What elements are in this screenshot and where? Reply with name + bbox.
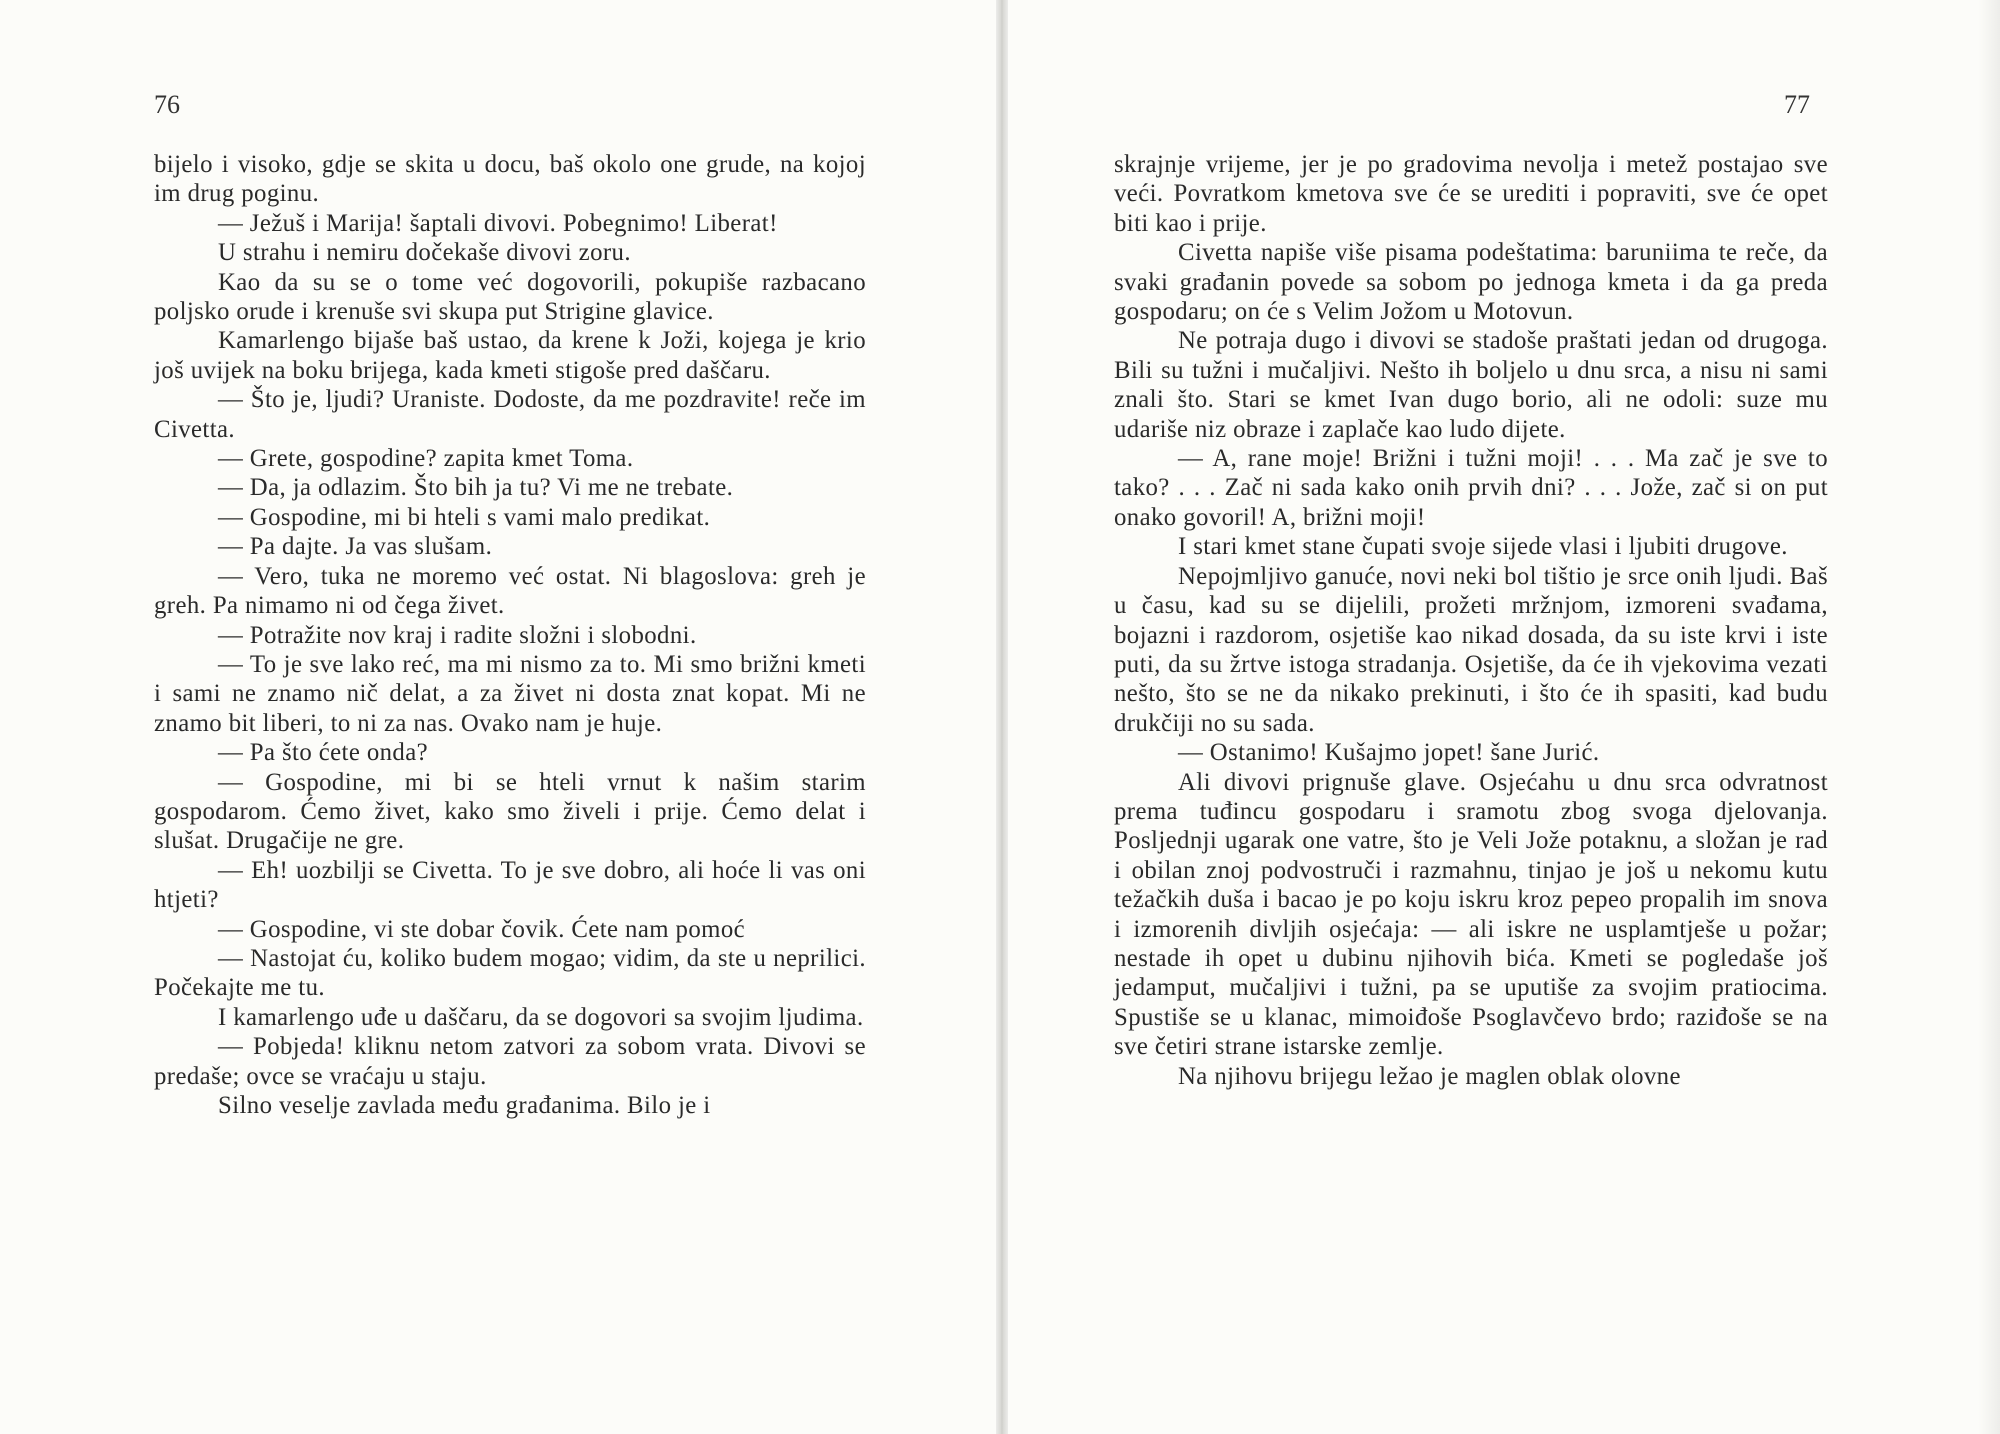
paragraph: Kamarlengo bijaše baš ustao, da krene k Joži, kojega je krio još uvijek na boku brijega, kada kmeti stigoše pred daščaru. bbox=[154, 327, 866, 384]
page-text bbox=[1114, 150, 1828, 1091]
paragraph: Silno veselje zavlada među građanima. Bilo je i bbox=[218, 1092, 711, 1119]
paragraph: — Grete, gospodine? zapita kmet Toma. bbox=[218, 445, 634, 473]
paragraph: — Gospodine, vi ste dobar čovik. Ćete nam pomoć bbox=[218, 915, 746, 943]
paragraph: Kao da su se o tome već dogovorili, pokupiše razbacano poljsko orude i krenuše svi skupa put Strigine glavice. bbox=[154, 268, 866, 326]
paragraph: — Ježuš i Marija! šaptali divovi. Pobegnimo! Liberat! bbox=[218, 209, 778, 237]
paragraph: — Pobjeda! kliknu netom zatvori za sobom vrata. Divovi se predaše; ovce se vraćaju u staju. bbox=[154, 1033, 866, 1090]
page-number: 77 bbox=[1784, 90, 1810, 119]
paragraph: Nepojmljivo ganuće, novi neki bol tištio je srce onih ljudi. Baš u času, kad su se dijelili, prožeti mržnjom, izmoreni svađama, bojazni i razdorom, osjetiše kao nikad dosada, da su iste krvi i iste puti, da su žrtve istoga stradanja. Osjetiše, da će ih vjekovima vezati nešto, što se ne da nikako prekinuti, i što će ih spasiti, kad budu drukčiji no su sada. bbox=[1114, 562, 1828, 737]
paragraph: Civetta napiše više pisama podeštatima: baruniima te reče, da svaki građanin povede sa sobom po jednoga kmeta i da ga preda gospodaru; on će s Velim Jožom u Motovun. bbox=[1114, 239, 1828, 326]
paragraph: Ne potraja dugo i divovi se stadoše praštati jedan od drugoga. Bili su tužni i mučaljivi. Nešto ih boljelo u dnu srca, a nisu ni sami znali što. Stari se kmet Ivan dugo borio, ali ne odoli: suze mu udariše niz obraze i zaplače kao ludo dijete. bbox=[1114, 327, 1828, 443]
paragraph: — Pa dajte. Ja vas slušam. bbox=[218, 533, 493, 561]
paragraph: — Potražite nov kraj i radite složni i slobodni. bbox=[218, 621, 697, 649]
paragraph: I stari kmet stane čupati svoje sijede vlasi i ljubiti drugove. bbox=[1178, 533, 1788, 561]
paragraph: — Da, ja odlazim. Što bih ja tu? Vi me ne trebate. bbox=[218, 474, 734, 502]
paragraph: — Što je, ljudi? Uraniste. Dodoste, da me pozdravite! reče im Civetta. bbox=[154, 386, 866, 443]
paragraph: I kamarlengo uđe u daščaru, da se dogovori sa svojim ljudima. bbox=[218, 1003, 864, 1031]
paragraph: Ali divovi prignuše glave. Osjećahu u dnu srca odvratnost prema tuđincu gospodaru i sramotu zbog svoga djelovanja. Posljednji ugarak one vatre, što je Veli Jože potaknu, a složan je rad i obilan znoj podvostruči i razmahnu, tinjao je još u nekomu kutu težačkih duša i bacao je po koju iskru kroz pepeo propalih im snova i izmorenih divljih osjećaja: — ali iskre ne usplamtješe u požar; nestade ih opet u dubinu njihovih bića. Kmeti se pogledaše još jedamput, mučaljivi i tužni, pa se uputiše za svojim pratiocima. Spustiše se u klanac, mimoiđoše Psoglavčevo brdo; raziđoše se na sve četiri strane istarske zemlje. bbox=[1114, 768, 1828, 1061]
paragraph: — Vero, tuka ne moremo već ostat. Ni blagoslova: greh je greh. Pa nimamo ni od čega živet. bbox=[154, 562, 866, 620]
paragraph: bijelo i visoko, gdje se skita u docu, baš okolo one grude, na kojoj im drug poginu. bbox=[154, 151, 866, 208]
paragraph: U strahu i nemiru dočekaše divovi zoru. bbox=[218, 239, 631, 267]
paragraph: — Eh! uozbilji se Civetta. To je sve dobro, ali hoće li vas oni htjeti? bbox=[154, 856, 866, 914]
page-text bbox=[154, 150, 866, 1120]
page-number: 76 bbox=[154, 90, 180, 119]
paragraph: — Gospodine, mi bi se hteli vrnut k našim starim gospodarom. Ćemo živet, kako smo živeli i prije. Ćemo delat i slušat. Drugačije ne gre. bbox=[154, 768, 866, 855]
book-gutter bbox=[996, 0, 1008, 1434]
paragraph: — Pa što ćete onda? bbox=[218, 739, 429, 767]
paragraph: — To je sve lako reć, ma mi nismo za to. Mi smo brižni kmeti i sami ne znamo nič delat, a za živet ni dosta znat kopat. Mi ne znamo bit liberi, to ni za nas. Ovako nam je huje. bbox=[154, 650, 866, 737]
paragraph: Na njihovu brijegu ležao je maglen oblak olovne bbox=[1178, 1062, 1681, 1090]
paragraph: — Nastojat ću, koliko budem mogao; vidim, da ste u neprilici. Počekajte me tu. bbox=[154, 944, 866, 1002]
left-page bbox=[0, 0, 996, 1434]
page-edge-shadow bbox=[1978, 0, 2000, 1434]
paragraph: — A, rane moje! Brižni i tužni moji! . . . Ma zač je sve to tako? . . . Zač ni sada kako onih prvih dni? . . . Jože, zač si on put onako govoril! A, brižni moji! bbox=[1114, 445, 1828, 531]
paragraph: skrajnje vrijeme, jer je po gradovima nevolja i metež postajao sve veći. Povratkom kmetova sve će se urediti i popraviti, sve će opet biti kao i prije. bbox=[1114, 151, 1828, 237]
paragraph: — Gospodine, mi bi hteli s vami malo predikat. bbox=[218, 503, 711, 531]
paragraph: — Ostanimo! Kušajmo jopet! šane Jurić. bbox=[1178, 739, 1600, 767]
right-page bbox=[1008, 0, 2000, 1434]
